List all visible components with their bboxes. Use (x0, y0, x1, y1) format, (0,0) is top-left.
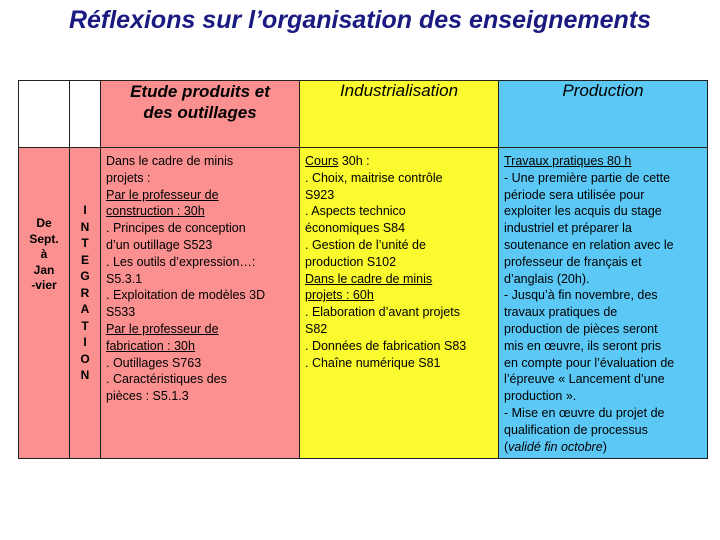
content-line: d’anglais (20h). (504, 271, 590, 286)
content-line: . Principes de conception (106, 221, 246, 236)
header-industrialisation-label: Industrialisation (339, 81, 459, 100)
content-line: l’épreuve « Lancement d’une (504, 372, 665, 387)
header-etude-produits (101, 81, 300, 148)
header-industrialisation (300, 81, 499, 148)
production-content (499, 148, 707, 455)
integration-vertical-label (70, 148, 100, 384)
period-label (19, 148, 69, 294)
content-line: projets : (106, 170, 151, 185)
content-line: d’un outillage S523 (106, 237, 213, 252)
content-line: . Les outils d’expression…: (106, 254, 256, 269)
integration-letter: E (80, 252, 89, 267)
header-etude-line-2: des outillages (143, 103, 257, 122)
industrialisation-content-cell (300, 148, 499, 459)
content-line: - Mise en œuvre du projet de (504, 405, 665, 420)
integration-letter: O (80, 351, 90, 366)
content-line: Dans le cadre de minis (106, 154, 234, 168)
content-line: . Données de fabrication S83 (305, 338, 467, 353)
content-line: - Une première partie de cette (504, 170, 671, 185)
content-line: - Jusqu’à fin novembre, des (504, 288, 658, 303)
content-line: . Aspects technico (305, 204, 406, 219)
content-line: professeur de français et (504, 254, 642, 269)
content-line: industriel et préparer la (504, 221, 632, 236)
content-line: fabrication : 30h (106, 338, 195, 353)
integration-letter: R (80, 285, 90, 300)
content-line: . Exploitation de modèles 3D (106, 288, 266, 303)
header-blank-cell (19, 81, 70, 148)
content-line: travaux pratiques de (504, 305, 618, 320)
content-line: Travaux pratiques 80 h (504, 154, 632, 168)
content-line: S82 (305, 321, 328, 336)
content-line: mis en œuvre, ils seront pris (504, 338, 661, 353)
integration-letter: T (81, 236, 89, 250)
period-cell (19, 148, 70, 459)
content-row (19, 148, 708, 459)
etude-content (101, 148, 299, 405)
integration-letter: I (83, 335, 87, 349)
content-line: S533 (106, 305, 136, 320)
organisation-table (18, 80, 708, 459)
content-line: économiques S84 (305, 221, 406, 236)
industrialisation-content (300, 148, 498, 371)
header-production (499, 81, 708, 148)
content-line: soutenance en relation avec le (504, 237, 674, 252)
integration-letter: N (80, 219, 90, 234)
integration-letter: A (80, 302, 90, 316)
content-line: Par le professeur de (106, 187, 219, 202)
content-line: . Caractéristiques des (106, 372, 227, 387)
content-line: période sera utilisée pour (504, 187, 645, 202)
content-line: . Gestion de l’unité de (305, 237, 426, 252)
content-line: production de pièces seront (504, 321, 658, 336)
content-line: production S102 (305, 254, 397, 269)
content-line: production ». (504, 389, 577, 404)
period-label-line: Jan (33, 262, 55, 277)
content-line: . Choix, maitrise contrôle (305, 170, 443, 185)
integration-letter: I (83, 203, 87, 217)
integration-letter: G (80, 269, 90, 283)
content-line: . Chaîne numérique S81 (305, 355, 441, 370)
header-etude-line-1: Etude produits et (130, 82, 270, 101)
content-line: Dans le cadre de minis (305, 271, 433, 286)
content-line: S923 (305, 187, 335, 202)
etude-content-cell (101, 148, 300, 459)
header-production-label: Production (562, 81, 644, 100)
content-line: (validé fin octobre) (504, 439, 607, 454)
content-line: construction : 30h (106, 204, 205, 219)
period-label-line: De (36, 216, 52, 230)
header-row (19, 81, 708, 148)
header-blank-cell-2 (70, 81, 101, 148)
production-content-cell (499, 148, 708, 459)
period-label-line: à (40, 247, 48, 261)
content-line: Cours 30h : (305, 154, 370, 168)
integration-cell (70, 148, 101, 459)
content-line: . Elaboration d’avant projets (305, 305, 460, 320)
integration-letter: T (81, 318, 89, 333)
period-label-line: -vier (31, 278, 57, 292)
content-line: pièces : S5.1.3 (106, 389, 189, 404)
content-line: . Outillages S763 (106, 355, 202, 370)
integration-letter: N (80, 368, 90, 382)
content-line: Par le professeur de (106, 321, 219, 336)
content-line: en compte pour l’évaluation de (504, 355, 675, 370)
content-line: S5.3.1 (106, 271, 143, 286)
content-line: projets : 60h (305, 288, 374, 303)
period-label-line: Sept. (29, 231, 59, 246)
content-line: qualification de processus (504, 422, 648, 437)
content-line: exploiter les acquis du stage (504, 204, 662, 219)
page-title: Réflexions sur l’organisation des enseignements (68, 6, 652, 34)
